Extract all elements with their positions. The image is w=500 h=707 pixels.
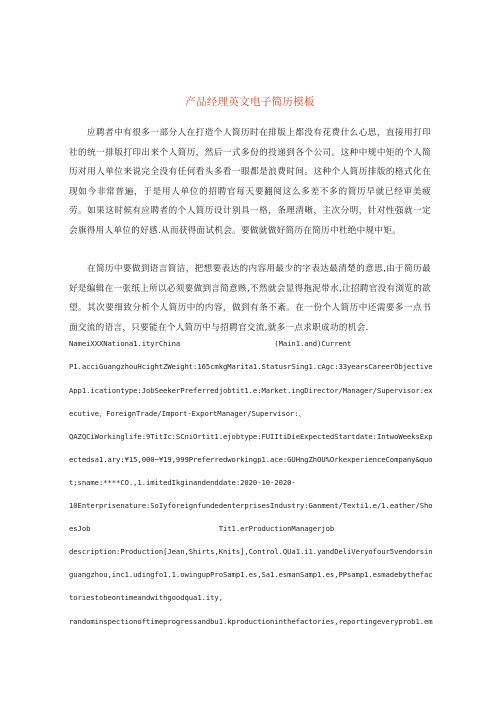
resume-line: ectedsa1.ary:¥15,000~¥19,999Preferredworkingp1.ace:GUHngZhOU%OrkexperienceCompany&quo [69, 455, 433, 464]
resume-line: toriestobeontimeandwithgoodqua1.ity, [69, 593, 223, 602]
resume-line: esJob Tit1.erProductionManagerjob [69, 524, 335, 533]
resume-line: QAZQCiWorkinglife:9TitIc:SCniOrtit1.ejobtype:FUIItiDieExpectedStartdate:IntwoWeeksExp [69, 432, 433, 441]
advice-paragraph: 在简历中要做到语言简洁，把想要表达的内容用最少的字表达最清楚的意思,由于简历最好是编辑在一张纸上所以必须要做到言简意赅,不然就会显得拖泥带水,让招聘官没有浏览的欲望。其次要细致分析个人简历中的内容，做到有条不紊。在一份个人简历中还需要多一点书面交流的语言，只要能在个人简历中与招聘官交流,就多一点求职成功的机会. [69, 264, 431, 333]
resume-line: randominspectionoftimeprogressandbu1.kproductioninthefactories,reportingeveryprob1.em [69, 617, 433, 626]
resume-line: P1.acciGuangzhouHcightZWeight:165cmkgMarita1.StatusrSing1.cAgc:33yearsCareerObjective [69, 362, 433, 371]
resume-line: 10Enterprisenature:SoIyforeignfundedenterprisesIndustry:Ganment/Texti1.e/1.eather/Sho [69, 501, 433, 510]
intro-paragraph: 应聘者中有很多一部分人在打造个人简历时在排版上都没有花费什么心思，直接用打印社的统一排版打印出来个人简历，然后一式多份的投递到各个公司。这种中规中矩的个人简历对用人单位来说完全没有任何看头多看一眼都是浪费时间。这种个人简历排版的格式化在现如今非常普遍，于是用人单位的招聘官每天要翻阅这么多差不多的简历早就已经审美疲劳。如果这时候有应聘者的个人简历设计别具一格，条理清晰，主次分明，针对性强就一定会旗得用人单位的好感.从而获得面试机会。要做就做好简历在简历中杜绝中规中矩。 [69, 128, 431, 236]
resume-line: App1.icationtype:JobSeekerPreferredjobtit1.e:Market.ingDirector/Manager/Supervisor:ex [69, 386, 433, 395]
document-title: 产品经理英文电子简历模板 [185, 96, 315, 108]
resume-line: description:Production[Jean,Shirts,Knits],Control.QUa1.i1.yandDeliVeryofour5vendorsin [69, 547, 433, 556]
resume-line: ecutive、ForeignTrade/Import-ExportManager/Supervisor:、 [69, 409, 306, 418]
resume-line: guangzhou,inc1.udingfo1.1.owingupProSamp1.es,Sa1.esmanSamp1.es,PPsamp1.esmadebythefac [69, 570, 433, 579]
resume-line: NameiXXXNationa1.ityrChina (Main1.and)Current [69, 339, 352, 348]
resume-line: t;sname:****CO.,1.imitedIkginandenddate:2020-10-2020- [69, 478, 296, 487]
